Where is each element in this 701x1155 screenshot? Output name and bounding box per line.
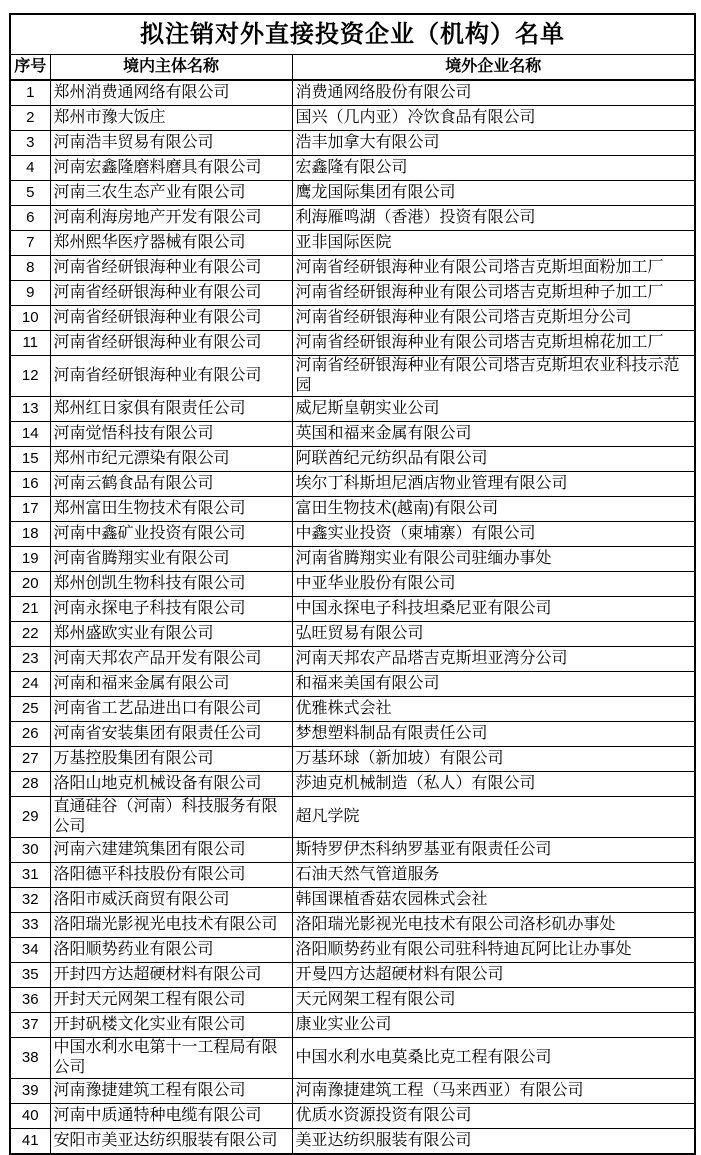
serial-no-cell: 36 xyxy=(10,988,50,1013)
domestic-entity-name-cell: 河南豫捷建筑工程有限公司 xyxy=(50,1079,292,1104)
serial-no-cell: 18 xyxy=(10,522,50,547)
domestic-entity-name-cell: 开封矾楼文化实业有限公司 xyxy=(50,1013,292,1038)
overseas-enterprise-name-cell: 利海雁鸣湖（香港）投资有限公司 xyxy=(292,206,695,231)
serial-no-cell: 13 xyxy=(10,397,50,422)
overseas-enterprise-name-cell: 河南省经研银海种业有限公司塔吉克斯坦农业科技示范园 xyxy=(292,356,695,397)
page-title: 拟注销对外直接投资企业（机构）名单 xyxy=(10,14,695,55)
table-row xyxy=(10,863,695,888)
overseas-enterprise-name-cell: 优雅株式会社 xyxy=(292,697,695,722)
overseas-enterprise-name-cell: 消费通网络股份有限公司 xyxy=(292,80,695,106)
overseas-enterprise-name-cell: 中亚华业股份有限公司 xyxy=(292,572,695,597)
domestic-entity-name-cell: 河南中鑫矿业投资有限公司 xyxy=(50,522,292,547)
table-row xyxy=(10,597,695,622)
serial-no-cell: 26 xyxy=(10,722,50,747)
table-row xyxy=(10,1104,695,1129)
domestic-entity-name-cell: 河南觉悟科技有限公司 xyxy=(50,422,292,447)
overseas-enterprise-name-cell: 河南省经研银海种业有限公司塔吉克斯坦面粉加工厂 xyxy=(292,256,695,281)
domestic-entity-name-cell: 万基控股集团有限公司 xyxy=(50,747,292,772)
table-row xyxy=(10,572,695,597)
serial-no-cell: 37 xyxy=(10,1013,50,1038)
table-row xyxy=(10,306,695,331)
serial-no-cell: 6 xyxy=(10,206,50,231)
domestic-entity-name-cell: 河南天邦农产品开发有限公司 xyxy=(50,647,292,672)
overseas-enterprise-name-cell: 中鑫实业投资（柬埔寨）有限公司 xyxy=(292,522,695,547)
table-row xyxy=(10,522,695,547)
serial-no-cell: 24 xyxy=(10,672,50,697)
domestic-entity-name-cell: 河南云鹤食品有限公司 xyxy=(50,472,292,497)
overseas-enterprise-name-cell: 开曼四方达超硬材料有限公司 xyxy=(292,963,695,988)
overseas-enterprise-name-cell: 威尼斯皇朝实业公司 xyxy=(292,397,695,422)
serial-no-cell: 19 xyxy=(10,547,50,572)
overseas-enterprise-name-cell: 弘旺贸易有限公司 xyxy=(292,622,695,647)
table-row xyxy=(10,256,695,281)
table-body xyxy=(10,80,695,1154)
table-row xyxy=(10,356,695,397)
domestic-entity-name-cell: 洛阳顺势药业有限公司 xyxy=(50,938,292,963)
domestic-entity-name-cell: 洛阳市威沃商贸有限公司 xyxy=(50,888,292,913)
table-row xyxy=(10,747,695,772)
column-header-overseas-enterprise-name: 境外企业名称 xyxy=(292,55,695,81)
domestic-entity-name-cell: 郑州消费通网络有限公司 xyxy=(50,80,292,106)
serial-no-cell: 38 xyxy=(10,1038,50,1079)
overseas-enterprise-name-cell: 阿联酋纪元纺织品有限公司 xyxy=(292,447,695,472)
table-row xyxy=(10,131,695,156)
overseas-enterprise-name-cell: 河南省经研银海种业有限公司塔吉克斯坦棉花加工厂 xyxy=(292,331,695,356)
table-row xyxy=(10,281,695,306)
serial-no-cell: 29 xyxy=(10,797,50,838)
overseas-enterprise-name-cell: 梦想塑料制品有限责任公司 xyxy=(292,722,695,747)
table-row xyxy=(10,1079,695,1104)
domestic-entity-name-cell: 河南宏鑫隆磨料磨具有限公司 xyxy=(50,156,292,181)
overseas-enterprise-name-cell: 埃尔丁科斯坦尼酒店物业管理有限公司 xyxy=(292,472,695,497)
table-row xyxy=(10,622,695,647)
table-row xyxy=(10,80,695,106)
domestic-entity-name-cell: 洛阳瑞光影视光电技术有限公司 xyxy=(50,913,292,938)
serial-no-cell: 5 xyxy=(10,181,50,206)
domestic-entity-name-cell: 开封四方达超硬材料有限公司 xyxy=(50,963,292,988)
domestic-entity-name-cell: 郑州红日家俱有限责任公司 xyxy=(50,397,292,422)
serial-no-cell: 20 xyxy=(10,572,50,597)
domestic-entity-name-cell: 洛阳山地克机械设备有限公司 xyxy=(50,772,292,797)
domestic-entity-name-cell: 开封天元网架工程有限公司 xyxy=(50,988,292,1013)
domestic-entity-name-cell: 安阳市美亚达纺织服装有限公司 xyxy=(50,1129,292,1155)
overseas-enterprise-name-cell: 中国水利水电莫桑比克工程有限公司 xyxy=(292,1038,695,1079)
domestic-entity-name-cell: 河南浩丰贸易有限公司 xyxy=(50,131,292,156)
overseas-enterprise-name-cell: 浩丰加拿大有限公司 xyxy=(292,131,695,156)
domestic-entity-name-cell: 洛阳德平科技股份有限公司 xyxy=(50,863,292,888)
table-row xyxy=(10,988,695,1013)
overseas-enterprise-name-cell: 韩国课植香菇农园株式会社 xyxy=(292,888,695,913)
table-row xyxy=(10,797,695,838)
domestic-entity-name-cell: 河南省经研银海种业有限公司 xyxy=(50,281,292,306)
domestic-entity-name-cell: 河南中质通特种电缆有限公司 xyxy=(50,1104,292,1129)
domestic-entity-name-cell: 河南省安装集团有限责任公司 xyxy=(50,722,292,747)
overseas-enterprise-name-cell: 洛阳顺势药业有限公司驻科特迪瓦阿比让办事处 xyxy=(292,938,695,963)
table-row xyxy=(10,497,695,522)
overseas-enterprise-name-cell: 中国永探电子科技坦桑尼亚有限公司 xyxy=(292,597,695,622)
serial-no-cell: 41 xyxy=(10,1129,50,1155)
overseas-enterprise-name-cell: 斯特罗伊杰科纳罗基亚有限责任公司 xyxy=(292,838,695,863)
overseas-enterprise-name-cell: 超凡学院 xyxy=(292,797,695,838)
overseas-enterprise-name-cell: 万基环球（新加坡）有限公司 xyxy=(292,747,695,772)
serial-no-cell: 34 xyxy=(10,938,50,963)
serial-no-cell: 23 xyxy=(10,647,50,672)
serial-no-cell: 14 xyxy=(10,422,50,447)
overseas-enterprise-name-cell: 洛阳瑞光影视光电技术有限公司洛杉矶办事处 xyxy=(292,913,695,938)
overseas-enterprise-name-cell: 天元网架工程有限公司 xyxy=(292,988,695,1013)
column-header-serial-no: 序号 xyxy=(10,55,50,81)
overseas-enterprise-name-cell: 河南豫捷建筑工程（马来西亚）有限公司 xyxy=(292,1079,695,1104)
overseas-enterprise-name-cell: 富田生物技术(越南)有限公司 xyxy=(292,497,695,522)
domestic-entity-name-cell: 河南省经研银海种业有限公司 xyxy=(50,331,292,356)
overseas-enterprise-name-cell: 亚非国际医院 xyxy=(292,231,695,256)
overseas-enterprise-name-cell: 河南省腾翔实业有限公司驻缅办事处 xyxy=(292,547,695,572)
header-row xyxy=(10,55,695,81)
domestic-entity-name-cell: 河南省工艺品进出口有限公司 xyxy=(50,697,292,722)
deregistration-list-table xyxy=(9,13,696,1155)
serial-no-cell: 12 xyxy=(10,356,50,397)
table-row xyxy=(10,1129,695,1155)
serial-no-cell: 10 xyxy=(10,306,50,331)
domestic-entity-name-cell: 郑州创凯生物科技有限公司 xyxy=(50,572,292,597)
serial-no-cell: 32 xyxy=(10,888,50,913)
table-row xyxy=(10,397,695,422)
table-row xyxy=(10,422,695,447)
overseas-enterprise-name-cell: 鹰龙国际集团有限公司 xyxy=(292,181,695,206)
serial-no-cell: 30 xyxy=(10,838,50,863)
table-row xyxy=(10,913,695,938)
domestic-entity-name-cell: 河南省腾翔实业有限公司 xyxy=(50,547,292,572)
table-row xyxy=(10,206,695,231)
table-row xyxy=(10,772,695,797)
overseas-enterprise-name-cell: 石油天然气管道服务 xyxy=(292,863,695,888)
table-row xyxy=(10,1013,695,1038)
serial-no-cell: 35 xyxy=(10,963,50,988)
domestic-entity-name-cell: 郑州市豫大饭庄 xyxy=(50,106,292,131)
table-row xyxy=(10,547,695,572)
table-row xyxy=(10,106,695,131)
table-row xyxy=(10,447,695,472)
table-row xyxy=(10,722,695,747)
domestic-entity-name-cell: 河南六建建筑集团有限公司 xyxy=(50,838,292,863)
table-row xyxy=(10,963,695,988)
overseas-enterprise-name-cell: 河南省经研银海种业有限公司塔吉克斯坦分公司 xyxy=(292,306,695,331)
table-row xyxy=(10,331,695,356)
serial-no-cell: 40 xyxy=(10,1104,50,1129)
serial-no-cell: 16 xyxy=(10,472,50,497)
domestic-entity-name-cell: 河南利海房地产开发有限公司 xyxy=(50,206,292,231)
serial-no-cell: 27 xyxy=(10,747,50,772)
domestic-entity-name-cell: 郑州市纪元漂染有限公司 xyxy=(50,447,292,472)
domestic-entity-name-cell: 河南和福来金属有限公司 xyxy=(50,672,292,697)
serial-no-cell: 11 xyxy=(10,331,50,356)
domestic-entity-name-cell: 河南省经研银海种业有限公司 xyxy=(50,306,292,331)
serial-no-cell: 2 xyxy=(10,106,50,131)
serial-no-cell: 3 xyxy=(10,131,50,156)
serial-no-cell: 33 xyxy=(10,913,50,938)
domestic-entity-name-cell: 河南省经研银海种业有限公司 xyxy=(50,256,292,281)
domestic-entity-name-cell: 河南永探电子科技有限公司 xyxy=(50,597,292,622)
domestic-entity-name-cell: 郑州富田生物技术有限公司 xyxy=(50,497,292,522)
serial-no-cell: 1 xyxy=(10,80,50,106)
serial-no-cell: 28 xyxy=(10,772,50,797)
overseas-enterprise-name-cell: 国兴（几内亚）冷饮食品有限公司 xyxy=(292,106,695,131)
serial-no-cell: 8 xyxy=(10,256,50,281)
serial-no-cell: 17 xyxy=(10,497,50,522)
domestic-entity-name-cell: 郑州盛欧实业有限公司 xyxy=(50,622,292,647)
domestic-entity-name-cell: 直通硅谷（河南）科技服务有限公司 xyxy=(50,797,292,838)
serial-no-cell: 31 xyxy=(10,863,50,888)
domestic-entity-name-cell: 河南三农生态产业有限公司 xyxy=(50,181,292,206)
serial-no-cell: 7 xyxy=(10,231,50,256)
table-row xyxy=(10,697,695,722)
overseas-enterprise-name-cell: 和福来美国有限公司 xyxy=(292,672,695,697)
serial-no-cell: 4 xyxy=(10,156,50,181)
table-row xyxy=(10,156,695,181)
table-row xyxy=(10,1038,695,1079)
table-row xyxy=(10,938,695,963)
table-row xyxy=(10,888,695,913)
serial-no-cell: 25 xyxy=(10,697,50,722)
title-row xyxy=(10,14,695,55)
table-row xyxy=(10,838,695,863)
overseas-enterprise-name-cell: 优质水资源投资有限公司 xyxy=(292,1104,695,1129)
table-row xyxy=(10,231,695,256)
overseas-enterprise-name-cell: 河南天邦农产品塔吉克斯坦亚湾分公司 xyxy=(292,647,695,672)
table-row xyxy=(10,647,695,672)
overseas-enterprise-name-cell: 宏鑫隆有限公司 xyxy=(292,156,695,181)
domestic-entity-name-cell: 河南省经研银海种业有限公司 xyxy=(50,356,292,397)
table-row xyxy=(10,672,695,697)
overseas-enterprise-name-cell: 英国和福来金属有限公司 xyxy=(292,422,695,447)
overseas-enterprise-name-cell: 美亚达纺织服装有限公司 xyxy=(292,1129,695,1155)
table-row xyxy=(10,181,695,206)
domestic-entity-name-cell: 中国水利水电第十一工程局有限公司 xyxy=(50,1038,292,1079)
table-row xyxy=(10,472,695,497)
column-header-domestic-entity-name: 境内主体名称 xyxy=(50,55,292,81)
serial-no-cell: 21 xyxy=(10,597,50,622)
serial-no-cell: 15 xyxy=(10,447,50,472)
overseas-enterprise-name-cell: 河南省经研银海种业有限公司塔吉克斯坦种子加工厂 xyxy=(292,281,695,306)
domestic-entity-name-cell: 郑州熙华医疗器械有限公司 xyxy=(50,231,292,256)
serial-no-cell: 9 xyxy=(10,281,50,306)
serial-no-cell: 39 xyxy=(10,1079,50,1104)
overseas-enterprise-name-cell: 康业实业公司 xyxy=(292,1013,695,1038)
overseas-enterprise-name-cell: 莎迪克机械制造（私人）有限公司 xyxy=(292,772,695,797)
serial-no-cell: 22 xyxy=(10,622,50,647)
